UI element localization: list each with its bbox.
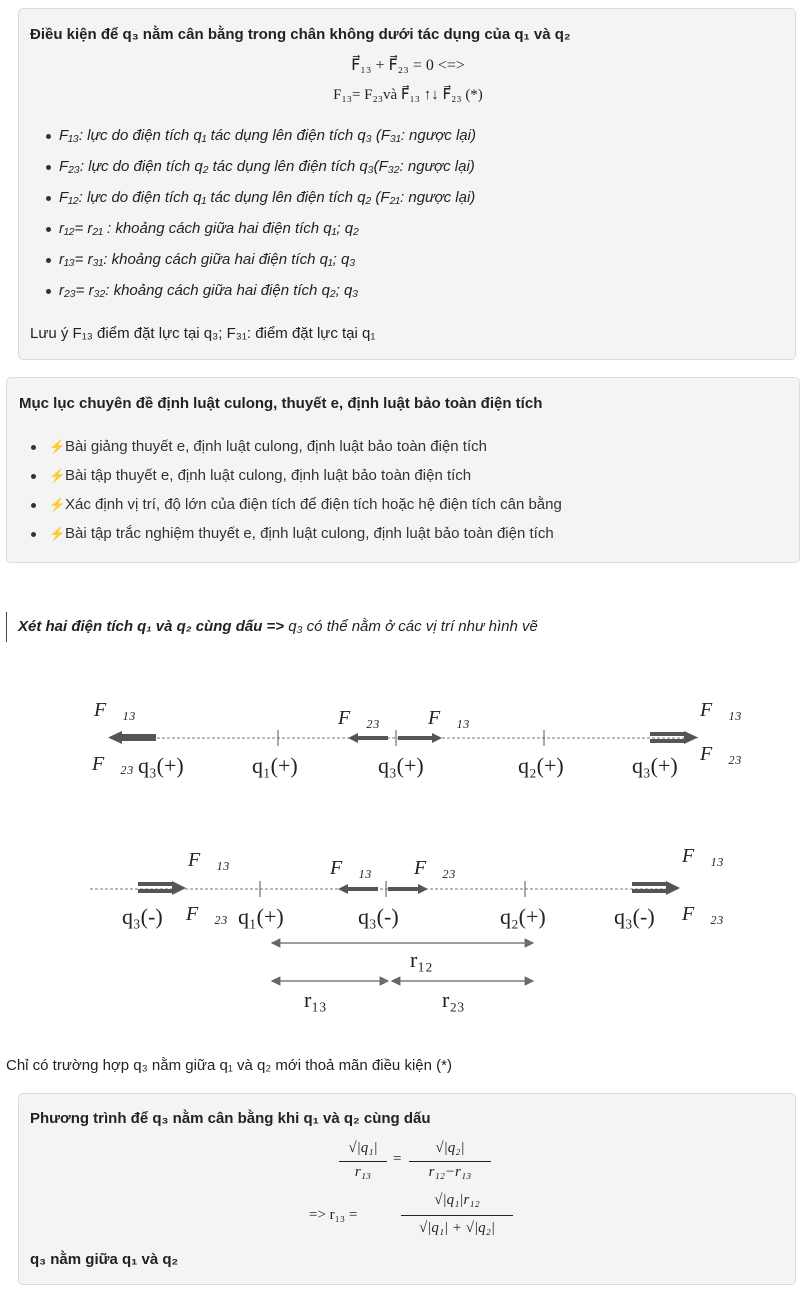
force-arrow-head bbox=[338, 884, 348, 894]
fraction-denominator: r₁₂−r₁₃ bbox=[428, 1164, 472, 1180]
force-arrow-head bbox=[432, 733, 442, 743]
toc-item[interactable] bbox=[17, 436, 787, 465]
bolt-icon: ⚡ bbox=[49, 468, 66, 483]
force-label: F⃗₂₃ bbox=[700, 743, 742, 765]
toc-item[interactable] bbox=[17, 465, 787, 494]
ratio-equation bbox=[339, 1136, 499, 1188]
fraction-bar bbox=[339, 1161, 387, 1162]
bolt-icon: ⚡ bbox=[49, 497, 66, 512]
bolt-icon: ⚡ bbox=[49, 526, 66, 541]
toc-item[interactable] bbox=[17, 523, 787, 552]
force-label: F⃗₁₃ bbox=[428, 707, 470, 729]
toc-item[interactable] bbox=[17, 494, 787, 523]
toc-box bbox=[6, 377, 800, 563]
charge-label: q₂(+) bbox=[518, 753, 564, 778]
toc-list bbox=[17, 436, 787, 552]
toc-link[interactable]: Bài tập thuyết e, định luật culong, định luật bảo toàn điện tích bbox=[65, 467, 472, 484]
force-arrow-head bbox=[108, 731, 122, 744]
force-condition: F₁₃= F₂₃và F⃗₁₃ ↑↓ F⃗₂₃ (*) bbox=[333, 87, 483, 103]
charge-label: q₃(-) bbox=[358, 904, 399, 929]
force-arrow-head bbox=[348, 733, 358, 743]
charge-label: q₃(+) bbox=[632, 753, 678, 778]
force-arrow bbox=[138, 889, 172, 893]
condition-title: Điều kiện để q₃ nằm cân bằng trong chân không dưới tác dụng của q₁ và q₂ bbox=[30, 26, 571, 43]
force-label: F⃗₂₃ bbox=[186, 903, 228, 925]
charge-label: q₃(+) bbox=[378, 753, 424, 778]
force-label: F⃗₁₃ bbox=[330, 857, 372, 879]
force-label: F⃗₁₃ bbox=[94, 699, 136, 721]
force-label: F⃗₁₃ bbox=[700, 699, 742, 721]
equals-sign: = bbox=[393, 1151, 402, 1167]
force-label: F⃗₁₃ bbox=[682, 845, 724, 867]
list-item: r₂₃= r₃₂: khoảng cách giữa hai điện tích q₂; q₃ bbox=[19, 280, 789, 311]
distance-label: r₂₃ bbox=[442, 987, 465, 1012]
list-item: F₂₃: lực do điện tích q₂ tác dụng lên điện tích q₃(F₃₂: ngược lại) bbox=[19, 156, 789, 187]
distance-label: r₁₂ bbox=[410, 947, 433, 972]
note: Lưu ý F₁₃ điểm đặt lực tại q₃; F₃₁: điểm đặt lực tại q₁ bbox=[30, 325, 376, 342]
bolt-icon: ⚡ bbox=[49, 439, 66, 454]
equilibrium-equation: F⃗₁₃ + F⃗₂₃ = 0 <=> bbox=[351, 57, 465, 74]
fraction-denominator: √|q₁| + √|q₂| bbox=[418, 1220, 495, 1236]
list-item: r₁₃= r₃₁: khoảng cách giữa hai điện tích q₁; q₃ bbox=[19, 249, 789, 280]
fraction-numerator: √|q₁|r₁₂ bbox=[434, 1192, 480, 1208]
force-arrow bbox=[632, 882, 666, 886]
charge-label: q₁(+) bbox=[238, 904, 284, 929]
conclusion-text: Chỉ có trường hợp q₃ nằm giữa q₁ và q₂ mới thoả mãn điều kiện (*) bbox=[6, 1057, 452, 1074]
list-item: F₁₂: lực do điện tích q₁ tác dụng lên điện tích q₂ (F₂₁: ngược lại) bbox=[19, 187, 789, 218]
toc-title: Mục lục chuyên đề định luật culong, thuyết e, định luật bảo toàn điện tích bbox=[19, 395, 543, 412]
force-arrow bbox=[650, 732, 684, 736]
force-label: F⃗₂₃ bbox=[92, 753, 134, 775]
list-item: F₁₃: lực do điện tích q₁ tác dụng lên điện tích q₃ (F₃₁: ngược lại) bbox=[19, 125, 789, 156]
fraction-denominator: r₁₃ bbox=[354, 1164, 372, 1180]
force-arrow-head bbox=[666, 881, 680, 895]
condition-box bbox=[18, 8, 796, 360]
section-heading bbox=[18, 618, 538, 635]
definition-list bbox=[19, 125, 789, 311]
force-label: F⃗₁₃ bbox=[188, 849, 230, 871]
force-arrow bbox=[138, 882, 172, 886]
equation-title: Phương trình để q₃ nằm cân bằng khi q₁ và q₂ cùng dấu bbox=[30, 1110, 431, 1127]
force-arrow-head bbox=[418, 884, 428, 894]
equation-footer: q₃ nằm giữa q₁ và q₂ bbox=[30, 1251, 179, 1268]
fraction-numerator: √|q₂| bbox=[435, 1140, 465, 1156]
force-label: F⃗₂₃ bbox=[682, 903, 724, 925]
fraction-bar bbox=[409, 1161, 491, 1162]
toc-link[interactable]: Bài tập trắc nghiệm thuyết e, định luật culong, định luật bảo toàn điện tích bbox=[65, 525, 554, 542]
section-heading-rest: q₃ có thể nằm ở các vị trí như hình vẽ bbox=[284, 618, 538, 635]
force-arrow bbox=[632, 889, 666, 893]
toc-link[interactable]: Bài giảng thuyết e, định luật culong, định luật bảo toàn điện tích bbox=[65, 438, 487, 455]
charge-label: q₁(+) bbox=[252, 753, 298, 778]
result-prefix: => r₁₃ = bbox=[309, 1207, 358, 1223]
toc-link[interactable]: Xác định vị trí, độ lớn của điện tích để điện tích hoặc hệ điện tích cân bằng bbox=[65, 496, 562, 513]
fraction-bar bbox=[401, 1215, 513, 1216]
charge-label: q₃(-) bbox=[122, 904, 163, 929]
result-equation bbox=[309, 1190, 539, 1246]
section-heading-bold: Xét hai điện tích q₁ và q₂ cùng dấu => bbox=[18, 618, 285, 635]
force-label: F⃗₂₃ bbox=[338, 707, 380, 729]
equation-box bbox=[18, 1093, 796, 1285]
force-arrow bbox=[650, 739, 684, 743]
section-divider bbox=[6, 612, 7, 642]
charge-label: q₂(+) bbox=[500, 904, 546, 929]
force-arrow bbox=[120, 734, 156, 741]
charge-diagram bbox=[0, 660, 800, 1030]
distance-label: r₁₃ bbox=[304, 987, 327, 1012]
fraction-numerator: √|q₁| bbox=[348, 1140, 378, 1156]
charge-label: q₃(-) bbox=[614, 904, 655, 929]
force-arrow-head bbox=[684, 731, 698, 744]
force-label: F⃗₂₃ bbox=[414, 857, 456, 879]
list-item: r₁₂= r₂₁ : khoảng cách giữa hai điện tích q₁; q₂ bbox=[19, 218, 789, 249]
charge-label: q₃(+) bbox=[138, 753, 184, 778]
force-arrow-head bbox=[172, 881, 186, 895]
